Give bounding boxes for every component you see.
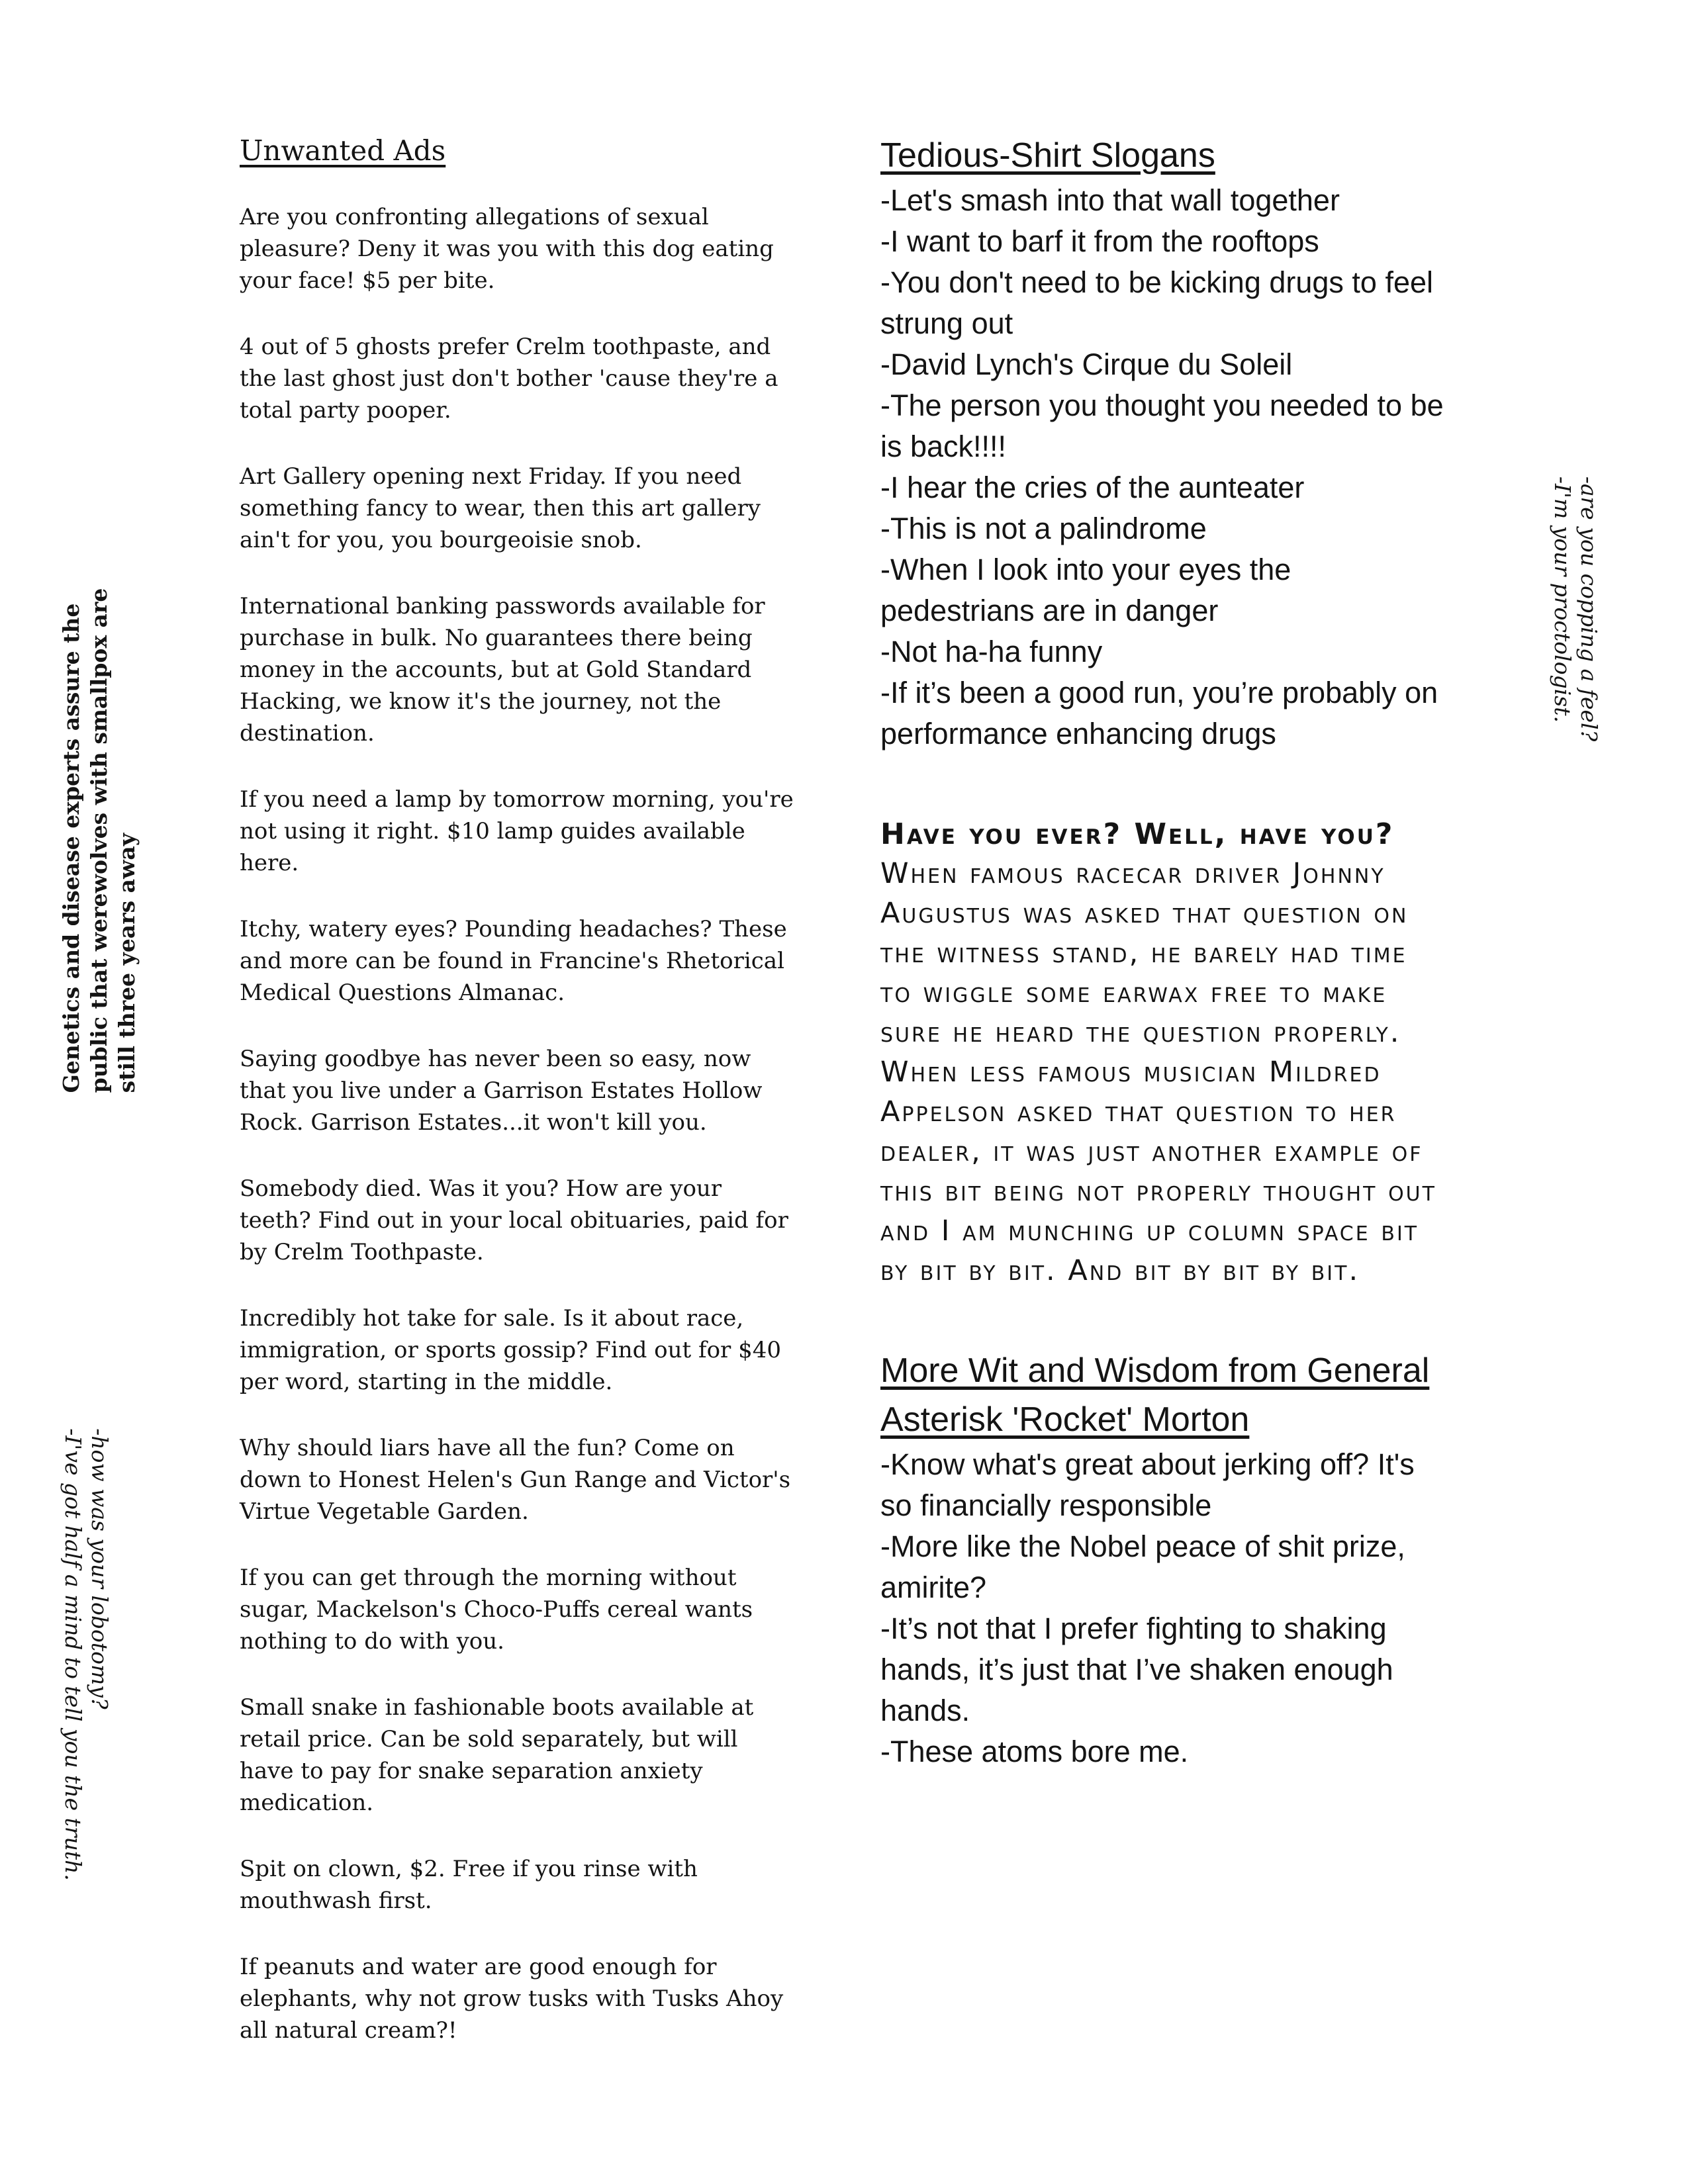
ad-item: If you need a lamp by tomorrow morning, you're not using it right. $10 lamp guides available here. [240,786,794,876]
margin-note-line: -are you copping a feel? [1576,476,1602,742]
margin-note-line: -I'm your proctologist. [1550,476,1575,723]
ad-item: Somebody died. Was it you? How are your teeth? Find out in your local obituaries, paid for by Crelm Toothpaste. [240,1175,788,1265]
ad-item: Spit on clown, $2. Free if you rinse with mouthwash first. [240,1856,698,1914]
slogan-item: -This is not a palindrome [880,512,1207,545]
unwanted-ads-column [240,132,796,2081]
slogans-title: Tedious-Shirt Slogans [880,136,1215,175]
wit-section [880,1346,1450,1772]
wit-item: -These atoms bore me. [880,1735,1189,1768]
have-you-paragraph: When less famous musician Mildred Appelson asked that question to her dealer, it was just another example of this bit being not properly thought out and I am munching up column space bit by bit by bit. And bit by bit by bit. [880,1056,1436,1287]
slogan-item: -Let's smash into that wall together [880,183,1340,217]
ad-item: Itchy, watery eyes? Pounding headaches? These and more can be found in Francine's Rhetorical Medical Questions Almanac. [240,916,787,1006]
ad-item: If peanuts and water are good enough for elephants, why not grow tusks with Tusks Ahoy all natural cream?! [240,1954,784,2044]
margin-note-line: -I've got half a mind to tell you the truth. [60,1428,86,1881]
slogan-item: -Not ha-ha funny [880,635,1103,668]
ad-item: Why should liars have all the fun? Come on down to Honest Helen's Gun Range and Victor's Virtue Vegetable Garden. [240,1435,791,1525]
slogan-item: -The person you thought you needed to be is back!!!! [880,388,1444,463]
have-you-paragraph: When famous racecar driver Johnny Augustus was asked that question on the witness stand, he barely had time to wiggle some earwax free to make sure he heard the question properly. [880,857,1409,1049]
ad-item: 4 out of 5 ghosts prefer Crelm toothpaste, and the last ghost just don't bother 'cause they're a total party pooper. [240,334,778,424]
slogans-list [880,180,1450,754]
wit-list [880,1444,1450,1772]
margin-note-line: public that werewolves with smallpox are [86,588,112,1093]
ad-item: Incredibly hot take for sale. Is it about race, immigration, or sports gossip? Find out for $40 per word, starting in the middle. [240,1305,782,1395]
ad-item: International banking passwords available for purchase in bulk. No guarantees there being money in the accounts, but at Gold Standard Hacking, we know it's the journey, not the destination. [240,593,765,747]
ad-item: Art Gallery opening next Friday. If you need something fancy to wear, then this art gallery ain't for you, you bourgeoisie snob. [240,463,761,553]
slogan-item: -You don't need to be kicking drugs to feel strung out [880,265,1434,340]
ad-item: Small snake in fashionable boots available at retail price. Can be sold separately, but will have to pay for snake separation anxiety medication. [240,1694,754,1816]
wit-item: -It’s not that I prefer fighting to shaking hands, it’s just that I’ve shaken enough hands. [880,1612,1393,1727]
slogan-item: -If it’s been a good run, you’re probably on performance enhancing drugs [880,676,1438,751]
wit-title: More Wit and Wisdom from General Asterisk 'Rocket' Morton [880,1351,1430,1439]
ad-item: If you can get through the morning without sugar, Mackelson's Choco-Puffs cereal wants nothing to do with you. [240,1565,753,1655]
slogan-item: -I hear the cries of the aunteater [880,471,1305,504]
wit-item: -Know what's great about jerking off? It's so financially responsible [880,1447,1415,1522]
ad-item: Are you confronting allegations of sexual pleasure? Deny it was you with this dog eating your face! $5 per bite. [240,204,774,294]
slogan-item: -David Lynch's Cirque du Soleil [880,347,1293,381]
slogan-item: -When I look into your eyes the pedestrians are in danger [880,553,1291,627]
margin-note-line: still three years away [114,833,140,1093]
margin-note-line: -how was your lobotomy? [87,1428,113,1709]
have-you-title: Have you ever? Well, have you? [880,817,1395,851]
ad-item: Saying goodbye has never been so easy, now that you live under a Garrison Estates Hollow Rock. Garrison Estates...it won't kill you. [240,1046,763,1136]
slogan-item: -I want to barf it from the rooftops [880,224,1319,258]
wit-item: -More like the Nobel peace of shit prize, amirite? [880,1529,1405,1604]
unwanted-ads-title: Unwanted Ads [240,134,446,167]
margin-note-line: Genetics and disease experts assure the [58,603,84,1093]
right-column [880,131,1450,1772]
